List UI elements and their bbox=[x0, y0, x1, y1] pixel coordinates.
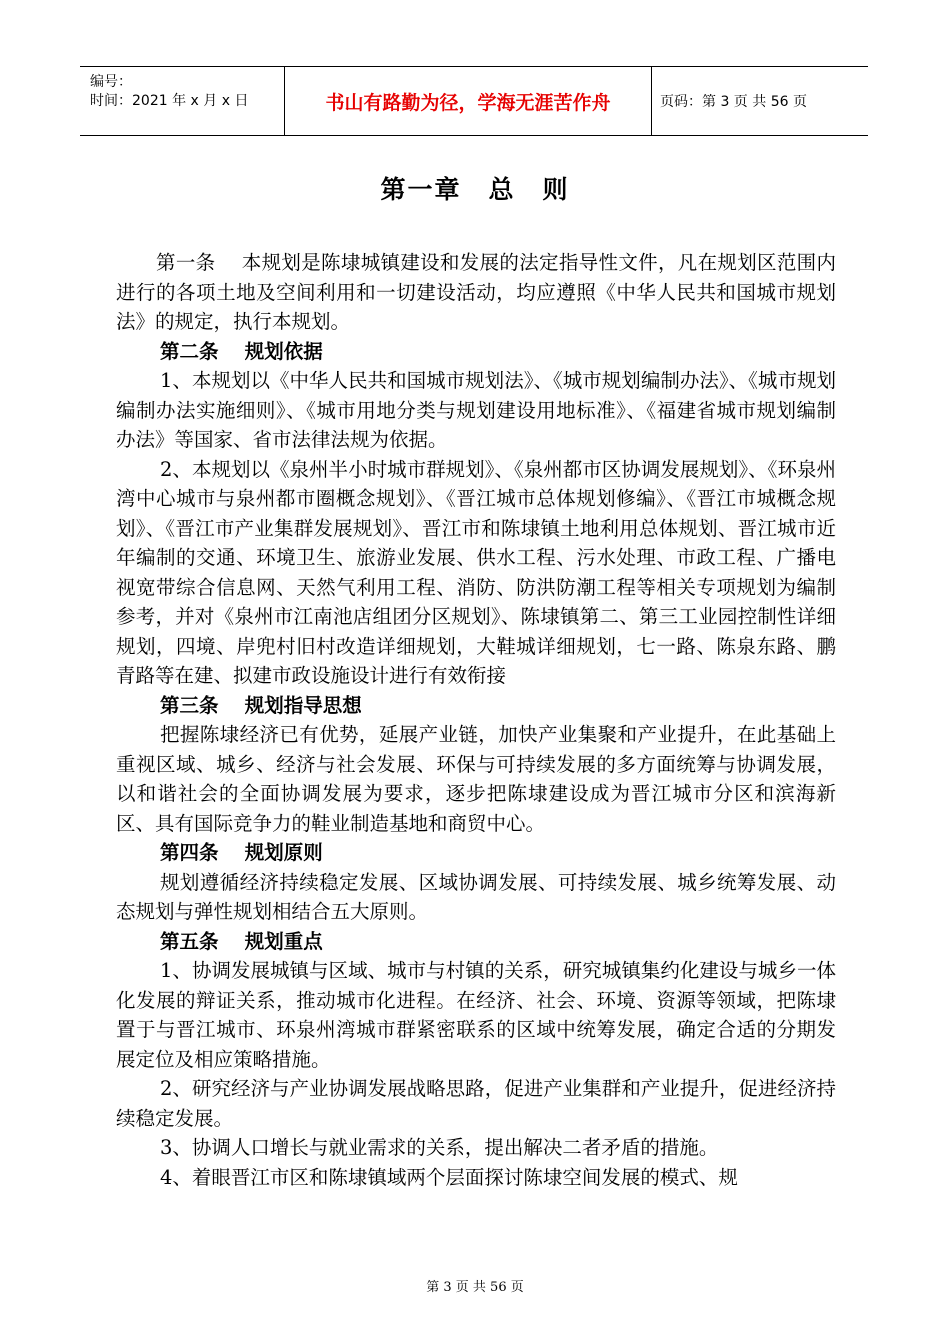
number-label: 编号： bbox=[90, 74, 132, 90]
article-5-item-2: 2、研究经济与产业协调发展战略思路，促进产业集群和产业提升，促进经济持续稳定发展。 bbox=[116, 1077, 836, 1130]
header-meta bbox=[80, 67, 284, 135]
article-2-item-1: 1、本规划以《中华人民共和国城市规划法》、《城市规划编制办法》、《城市规划编制办法实施细则》、《城市用地分类与规划建设用地标准》、《福建省城市规划编制办法》等国家、省市法律法规为依据。 bbox=[116, 369, 836, 451]
article-3-body: 把握陈埭经济已有优势，延展产业链，加快产业集聚和产业提升，在此基础上重视区域、城乡、经济与社会发展、环保与可持续发展的多方面统筹与协调发展，以和谐社会的全面协调发展为要求，逐步把陈埭建设成为晋江城市分区和滨海新区、具有国际竞争力的鞋业制造基地和商贸中心。 bbox=[116, 723, 836, 835]
page-header bbox=[80, 66, 868, 136]
article-5-item-4: 4、着眼晋江市区和陈埭镇域两个层面探讨陈埭空间发展的模式、规 bbox=[160, 1165, 738, 1189]
chapter-title: 第一章 总 则 bbox=[380, 175, 570, 204]
article-4-heading: 第四条 规划原则 bbox=[160, 841, 323, 864]
time-label: 时间：2021 年 x 月 x 日 bbox=[90, 93, 249, 109]
page-footer: 第 3 页 共 56 页 bbox=[426, 1280, 524, 1295]
header-motto: 书山有路勤为径，学海无涯苦作舟 bbox=[284, 67, 652, 135]
article-2-item-2: 2、本规划以《泉州半小时城市群规划》、《泉州都市区协调发展规划》、《环泉州湾中心城市与泉州都市圈概念规划》、《晋江城市总体规划修编》、《晋江市城概念规划》、《晋江市产业集群发展规划》、晋江市和陈埭镇土地利用总体规划、晋江城市近年编制的交通、环境卫生、旅游业发展、供水工程、污水处理、市政工程、广播电视宽带综合信息网、天然气利用工程、消防、防洪防潮工程等相关专项规划为编制参考，并对《泉州市江南池店组团分区规划》、陈埭镇第二、第三工业园控制性详细规划，四境、岸兜村旧村改造详细规划，大鞋城详细规划，七一路、陈泉东路、鹏青路等在建、拟建市政设施设计进行有效衔接 bbox=[116, 457, 836, 687]
article-3-heading: 第三条 规划指导思想 bbox=[160, 693, 362, 717]
document-body bbox=[116, 248, 836, 1192]
article-5-item-3: 3、协调人口增长与就业需求的关系，提出解决二者矛盾的措施。 bbox=[160, 1136, 719, 1159]
article-4-body: 规划遵循经济持续稳定发展、区域协调发展、可持续发展、城乡统筹发展、动态规划与弹性规划相结合五大原则。 bbox=[116, 870, 836, 923]
article-5-heading: 第五条 规划重点 bbox=[160, 929, 323, 953]
article-1: 第一条 本规划是陈埭城镇建设和发展的法定指导性文件，凡在规划区范围内进行的各项土地及空间利用和一切建设活动，均应遵照《中华人民共和国城市规划法》的规定，执行本规划。 bbox=[116, 251, 836, 333]
article-5-item-1: 1、协调发展城镇与区域、城市与村镇的关系，研究城镇集约化建设与城乡一体化发展的辩证关系，推动城市化进程。在经济、社会、环境、资源等领域，把陈埭置于与晋江城市、环泉州湾城市群紧密联系的区域中统筹发展，确定合适的分期发展定位及相应策略措施。 bbox=[116, 959, 836, 1071]
article-2-heading: 第二条 规划依据 bbox=[160, 339, 323, 363]
header-page-info: 页码：第 3 页 共 56 页 bbox=[660, 94, 807, 110]
